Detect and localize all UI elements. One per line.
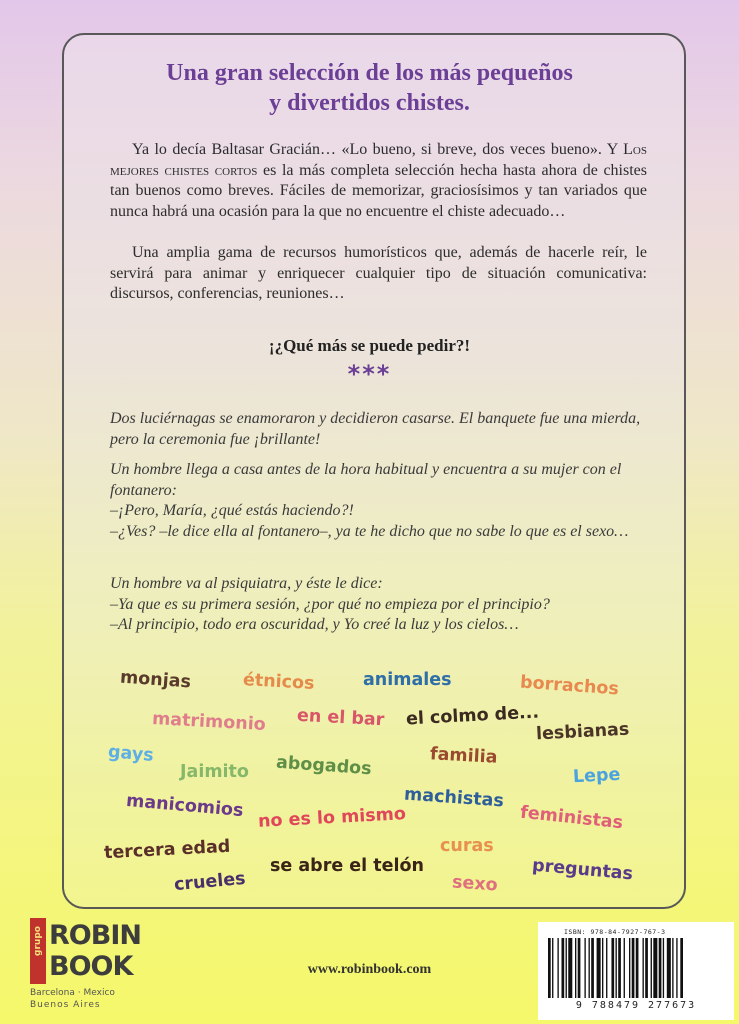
category-tag: gays — [107, 742, 155, 766]
publisher-website: www.robinbook.com — [307, 962, 432, 977]
intro-text-b: es la más completa selección hecha hasta ahora de chistes tan buenos como breves. Fáciles de memorizar, graciosísimos y tan variados que nunca habrá una ocasión para la que no encuentre el chiste adecuado… — [110, 161, 648, 220]
category-tag: Lepe — [572, 764, 621, 788]
logo-cities-2: Buenos Aires — [30, 1000, 101, 1010]
category-tag: manicomios — [125, 790, 245, 822]
isbn-barcode — [538, 922, 734, 1020]
barcode-stripe — [653, 938, 657, 998]
barcode-stripe — [651, 938, 652, 998]
category-tag: tercera edad — [103, 836, 231, 864]
category-tag: lesbianas — [535, 719, 630, 745]
barcode-stripe — [566, 938, 567, 998]
barcode-stripe — [672, 938, 673, 998]
joke-3-line-2: –Ya que es su primera sesión, ¿por qué no empieza por el principio? — [110, 595, 550, 613]
logo-cities-1: Barcelona · Mexico — [30, 988, 115, 998]
barcode-stripe — [629, 938, 630, 998]
barcode-stripe — [568, 938, 572, 998]
barcode-stripe — [636, 938, 639, 998]
barcode-stripe — [616, 938, 617, 998]
category-tag: en el bar — [296, 705, 385, 731]
barcode-stripe — [645, 938, 648, 998]
barcode-stripe — [632, 938, 635, 998]
intro-text-a: Ya lo decía Baltasar Gracián… «Lo bueno, si breve, dos veces bueno». Y — [132, 141, 624, 158]
barcode-stripe — [552, 938, 553, 998]
barcode-stripe — [667, 938, 671, 998]
barcode-stripe — [597, 938, 601, 998]
barcode-stripe — [548, 938, 551, 998]
barcode-stripe — [589, 938, 590, 998]
category-tag: monjas — [119, 667, 192, 693]
joke-2 — [110, 460, 647, 542]
category-tag: machistas — [403, 784, 505, 812]
question-line: ¡¿Qué más se puede pedir?! — [268, 336, 471, 355]
barcode-stripe — [606, 938, 607, 998]
category-tag: feministas — [519, 802, 624, 834]
category-tag: Jaimito — [180, 762, 249, 782]
category-tag: curas — [440, 836, 494, 856]
category-tag: crueles — [173, 868, 247, 896]
barcode-stripe — [618, 938, 621, 998]
joke-3-line-3: –Al principio, todo era oscuridad, y Yo creé la luz y los cielos… — [110, 616, 519, 634]
barcode-stripe — [611, 938, 614, 998]
barcode-stripe — [659, 938, 662, 998]
barcode-stripe — [602, 938, 603, 998]
category-tag: preguntas — [531, 855, 634, 885]
category-tag: no es lo mismo — [257, 804, 407, 832]
barcode-stripe — [562, 938, 565, 998]
category-tag: sexo — [451, 872, 499, 896]
intro-paragraph-1 — [110, 140, 647, 222]
joke-3-line-1: Un hombre va al psiquiatra, y éste le dice: — [110, 575, 383, 592]
barcode-stripe — [584, 938, 585, 998]
joke-3 — [110, 574, 647, 636]
category-tag: borrachos — [519, 672, 620, 700]
headline-line-2: y divertidos chistes. — [269, 90, 470, 116]
joke-1 — [110, 409, 647, 450]
category-tag: el colmo de... — [405, 702, 540, 730]
barcode-bars — [546, 938, 726, 1000]
book-title: Los mejores chistes cortos — [110, 141, 647, 179]
joke-2-line-3: –¿Ves? –le dice ella al fontanero–, ya te he dicho que no sabe lo que es el sexo… — [110, 522, 629, 540]
barcode-stripe — [680, 938, 683, 998]
barcode-stripe — [643, 938, 644, 998]
barcode-number: 9 788479 277673 — [575, 1000, 697, 1011]
barcode-stripe — [624, 938, 625, 998]
logo-grupo-text: grupo — [33, 926, 43, 956]
barcode-stripe — [578, 938, 581, 998]
barcode-stripe — [557, 938, 558, 998]
barcode-stripe — [676, 938, 677, 998]
category-tag: étnicos — [242, 670, 315, 694]
category-tag: matrimonio — [151, 709, 267, 735]
barcode-stripe — [663, 938, 664, 998]
category-tag: familia — [429, 744, 498, 768]
joke-2-line-2: –¡Pero, María, ¿qué estás haciendo?! — [110, 502, 354, 520]
barcode-stripe — [591, 938, 594, 998]
category-tag: animales — [363, 670, 452, 690]
logo-word-book: BOOK — [49, 951, 133, 982]
separator-stars: *** — [347, 360, 392, 388]
logo-word-robin: ROBIN — [49, 920, 141, 951]
joke-1-line-1: Dos luciérnagas se enamoraron y decidieron casarse. El banquete fue una mierda, pero la ceremonia fue ¡brillante! — [110, 410, 641, 448]
isbn-label: ISBN: 978-84-7927-767-3 — [564, 928, 666, 936]
category-tag: se abre el telón — [270, 856, 424, 876]
barcode-stripe — [575, 938, 576, 998]
joke-2-line-1: Un hombre llega a casa antes de la hora habitual y encuentra a su mujer con el fontanero: — [110, 461, 622, 499]
headline-line-1: Una gran selección de los más pequeños — [166, 60, 573, 86]
category-tag: abogados — [275, 752, 373, 780]
intro-paragraph-2: Una amplia gama de recursos humorísticos que, además de hacerle reír, le servirá para animar y enriquecer cualquier tipo de situación comunicativa: discursos, conferencias, reuniones… — [110, 244, 647, 303]
